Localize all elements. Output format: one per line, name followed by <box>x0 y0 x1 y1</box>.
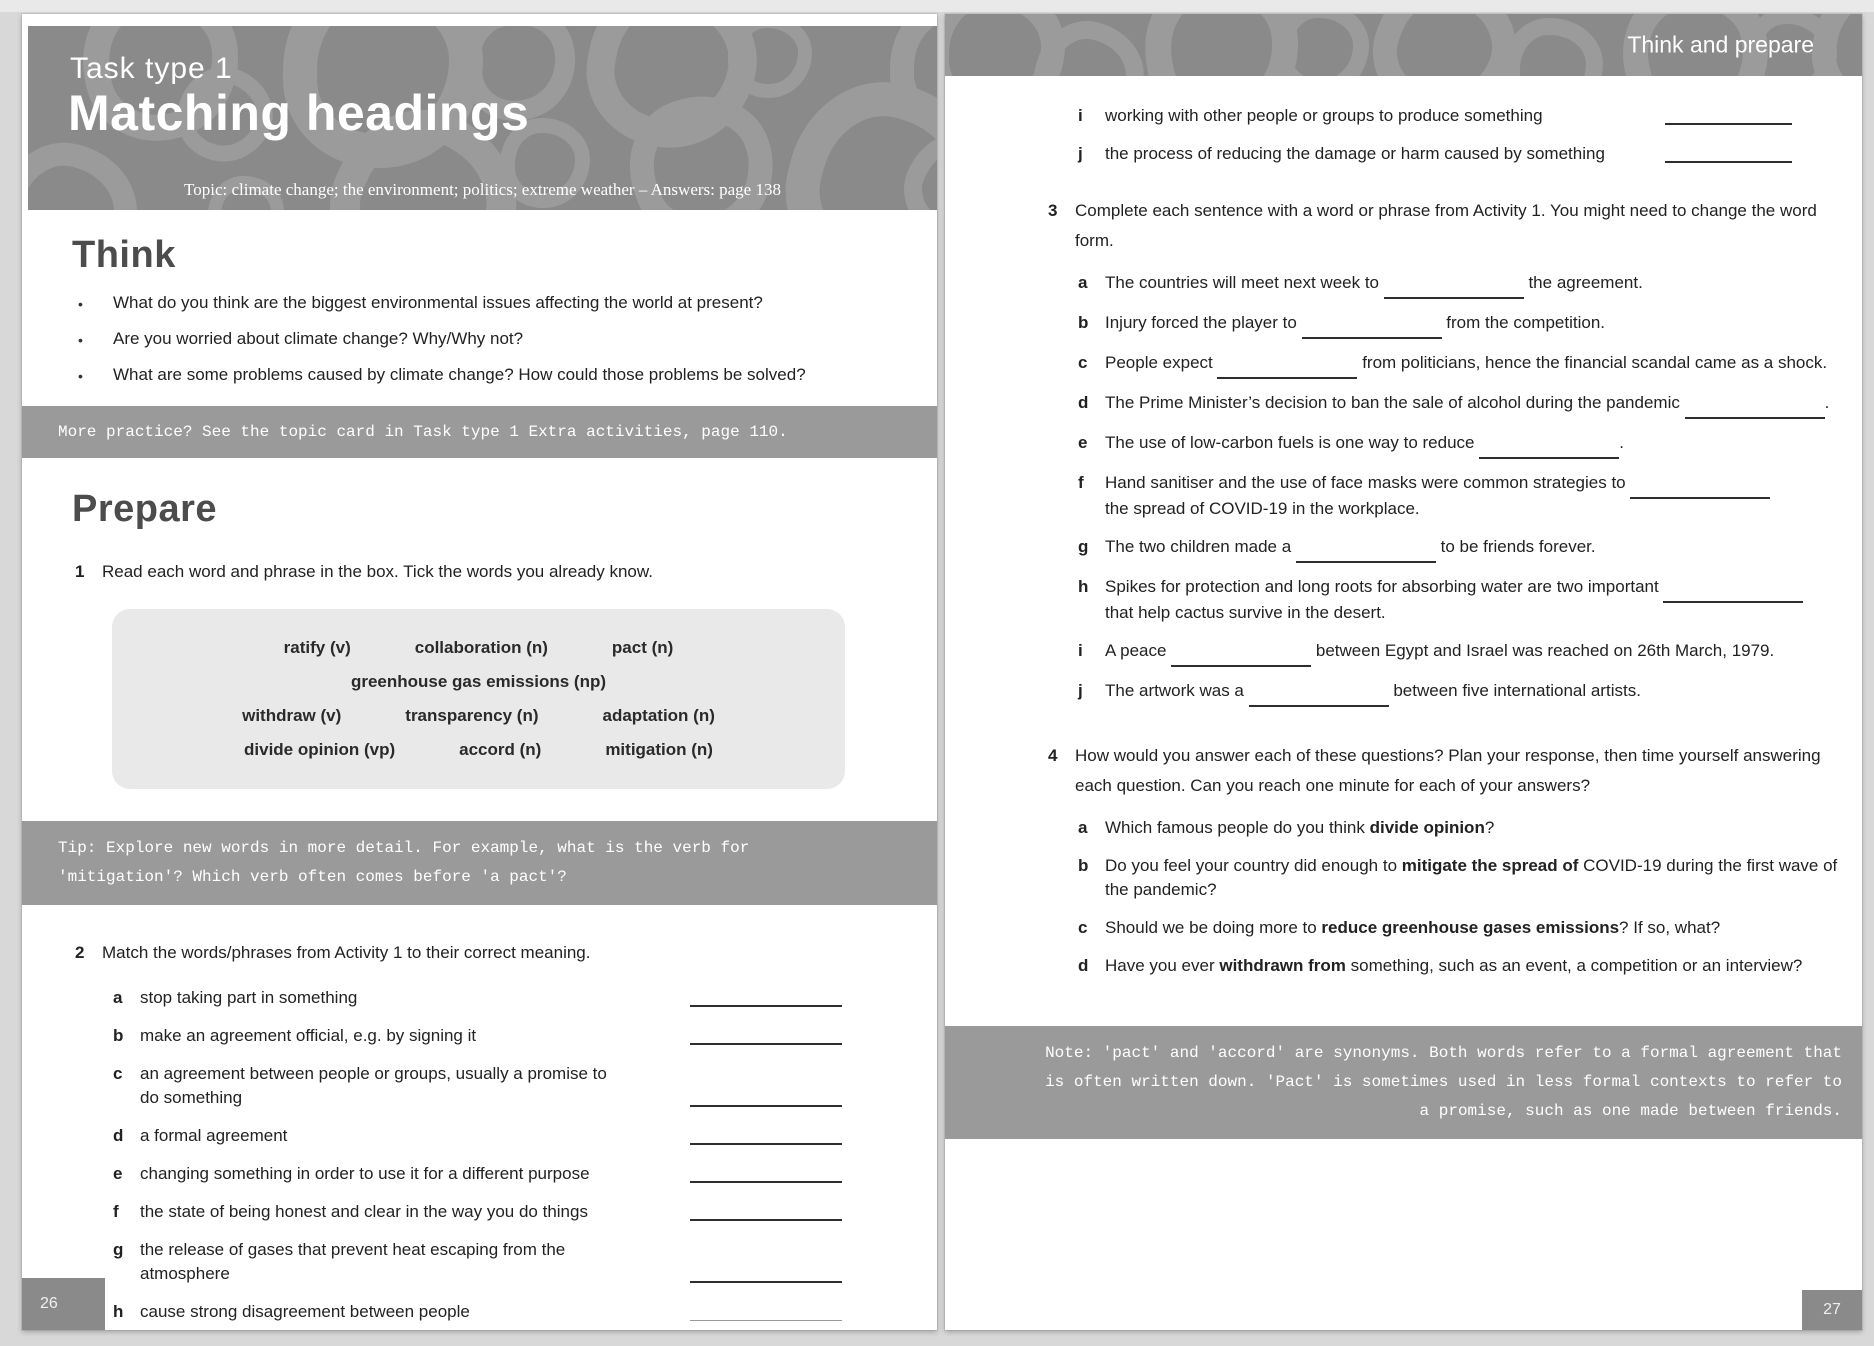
sentence-text: Hand sanitiser and the use of face masks were common strategies to <box>1105 473 1631 492</box>
sentence-text: Do you feel your country did enough to <box>1105 856 1402 875</box>
item-label: b <box>1078 856 1089 875</box>
bullet-icon: • <box>78 332 83 348</box>
item-text: a formal agreement <box>140 1126 288 1145</box>
page-title: Matching headings <box>68 85 530 141</box>
activity3-number: 3 <box>1048 201 1058 220</box>
match-item <box>1078 142 1862 166</box>
activity4-instruction: How would you answer each of these questions? Plan your response, then time yourself answering each question. Can you reach one minute for each of your answers? <box>1075 746 1821 795</box>
sentence-text: COVID-19 during the first wave of the pandemic? <box>1105 856 1838 899</box>
item-label: c <box>1078 353 1088 372</box>
item-text <box>1105 391 1829 417</box>
sentence-text: Injury forced the player to <box>1105 313 1302 332</box>
right-header-band <box>945 14 1862 76</box>
sentence-text: Which famous people do you think <box>1105 818 1370 837</box>
ring-shape <box>728 26 812 98</box>
item-text <box>1105 916 1720 940</box>
item-label: f <box>1078 473 1084 492</box>
match-item <box>113 1062 937 1110</box>
item-label: d <box>1078 956 1089 975</box>
item-text: an agreement between people or groups, usually a promise to do something <box>140 1064 607 1107</box>
sentence-text: Spikes for protection and long roots for absorbing water are two important <box>1105 577 1664 596</box>
sentence-text: the spread of COVID-19 in the workplace. <box>1105 499 1420 518</box>
page-number-left: 26 <box>22 1278 105 1330</box>
item-label: e <box>113 1164 123 1183</box>
item-text <box>1105 271 1643 297</box>
sentence-text: the agreement. <box>1523 273 1643 292</box>
bullet-text: What do you think are the biggest environmental issues affecting the world at present? <box>113 293 763 312</box>
blank-line <box>1685 393 1825 419</box>
more-practice-banner: More practice? See the topic card in Task type 1 Extra activities, page 110. <box>22 406 937 458</box>
page-right <box>945 14 1862 1330</box>
item-text <box>1105 575 1803 625</box>
item-text <box>1105 954 1802 978</box>
topic-line: Topic: climate change; the environment; politics; extreme weather – Answers: page 138 <box>184 180 781 199</box>
item-text <box>1105 816 1494 840</box>
vocabulary-word: mitigation (n) <box>605 740 713 759</box>
sentence-text: ? If so, what? <box>1619 918 1721 937</box>
sentence-item <box>1078 679 1862 705</box>
item-label: c <box>113 1064 123 1083</box>
activity2-continued-items <box>945 104 1862 166</box>
sentence-text: that help cactus survive in the desert. <box>1105 603 1386 622</box>
match-item <box>113 1124 937 1148</box>
think-bullet <box>78 327 937 352</box>
word-box-row <box>112 672 845 692</box>
activity2-items <box>22 986 937 1324</box>
item-text <box>1105 639 1774 665</box>
sentence-text: The two children made a <box>1105 537 1296 556</box>
think-bullet <box>78 363 937 388</box>
sentence-item <box>1078 575 1862 625</box>
activity1-head <box>75 557 937 587</box>
sentence-text: A peace <box>1105 641 1172 660</box>
question-item <box>1078 854 1862 902</box>
question-item <box>1078 954 1862 978</box>
vocabulary-word: transparency (n) <box>405 706 539 725</box>
match-item <box>113 1300 937 1324</box>
item-text: the release of gases that prevent heat escaping from the atmosphere <box>140 1240 566 1283</box>
question-item <box>1078 916 1862 940</box>
item-text <box>1105 431 1624 457</box>
item-label: j <box>1078 681 1083 700</box>
item-label: g <box>113 1240 124 1259</box>
sentence-text: The Prime Minister’s decision to ban the sale of alcohol during the pandemic <box>1105 393 1685 412</box>
activity1-number: 1 <box>75 562 85 581</box>
page-number-right: 27 <box>1802 1290 1862 1330</box>
answer-line <box>690 1043 842 1045</box>
answer-line <box>690 1181 842 1183</box>
page-left <box>22 14 937 1330</box>
prepare-heading: Prepare <box>72 488 218 530</box>
blank-line <box>1296 537 1436 563</box>
sentence-text: Should we be doing more to <box>1105 918 1322 937</box>
item-text <box>1105 351 1827 377</box>
sentence-text: from politicians, hence the financial scandal came as a shock. <box>1357 353 1828 372</box>
think-heading: Think <box>72 234 176 276</box>
match-item <box>113 1024 937 1048</box>
item-label: a <box>1078 273 1088 292</box>
sentence-text: from the competition. <box>1441 313 1606 332</box>
blank-line <box>1249 681 1389 707</box>
activity3-items <box>945 271 1862 705</box>
answer-line <box>1665 161 1792 163</box>
sentence-text: People expect <box>1105 353 1218 372</box>
blank-line <box>1630 473 1770 499</box>
vocabulary-word: withdraw (v) <box>242 706 342 725</box>
item-text: working with other people or groups to produce something <box>1105 106 1543 125</box>
blank-line <box>1479 433 1619 459</box>
activity3-instruction: Complete each sentence with a word or phrase from Activity 1. You might need to change the word form. <box>1075 201 1817 250</box>
sentence-item <box>1078 351 1862 377</box>
vocabulary-word: greenhouse gas emissions (np) <box>350 672 607 691</box>
ring-shape <box>1503 18 1603 76</box>
item-text: stop taking part in something <box>140 988 358 1007</box>
word-box-row <box>112 740 845 760</box>
running-head: Think and prepare <box>1627 31 1814 58</box>
item-text: cause strong disagreement between people <box>140 1302 470 1321</box>
match-item <box>113 1162 937 1186</box>
item-label: d <box>1078 393 1089 412</box>
activity2-instruction: Match the words/phrases from Activity 1 to their correct meaning. <box>102 943 591 962</box>
match-item <box>113 1200 937 1224</box>
sentence-text: Have you ever <box>1105 956 1220 975</box>
item-text: the process of reducing the damage or harm caused by something <box>1105 144 1605 163</box>
item-text: make an agreement official, e.g. by signing it <box>140 1026 477 1045</box>
vocabulary-word: divide opinion (vp) <box>244 740 396 759</box>
item-label: f <box>113 1202 119 1221</box>
answer-line <box>690 1281 842 1283</box>
sentence-item <box>1078 471 1862 521</box>
item-label: j <box>1078 144 1083 163</box>
item-label: e <box>1078 433 1088 452</box>
bullet-icon: • <box>78 296 83 312</box>
word-box-row <box>112 638 845 658</box>
blank-line <box>1384 273 1524 299</box>
item-label: h <box>1078 577 1089 596</box>
answer-line <box>1665 123 1792 125</box>
activity2-head <box>75 938 937 968</box>
tip-text: Tip: Explore new words in more detail. For example, what is the verb for 'mitigation'? Which verb often comes before 'a pact'? <box>58 839 750 886</box>
blank-line <box>1663 577 1803 603</box>
activity2-number: 2 <box>75 943 85 962</box>
vocabulary-word: accord (n) <box>459 740 542 759</box>
task-type-label: Task type 1 <box>70 52 233 85</box>
item-label: d <box>113 1126 124 1145</box>
item-label: b <box>113 1026 124 1045</box>
bullet-icon: • <box>78 368 83 384</box>
sentence-text: between Egypt and Israel was reached on 26th March, 1979. <box>1311 641 1775 660</box>
think-bullets <box>22 291 937 388</box>
sentence-text: . <box>1824 393 1830 412</box>
answer-line <box>690 1105 842 1107</box>
word-box <box>112 609 845 789</box>
tip-banner <box>22 821 937 905</box>
match-item <box>113 1238 937 1286</box>
sentence-text: The countries will meet next week to <box>1105 273 1384 292</box>
match-item <box>1078 104 1862 128</box>
key-phrase: mitigate the spread of <box>1401 856 1579 875</box>
item-label: h <box>113 1302 124 1321</box>
think-bullet <box>78 291 937 316</box>
sentence-text: ? <box>1484 818 1495 837</box>
activity4-items <box>945 816 1862 978</box>
sentence-item <box>1078 431 1862 457</box>
sentence-text: to be friends forever. <box>1435 537 1596 556</box>
sentence-item <box>1078 639 1862 665</box>
answer-line <box>690 1005 842 1007</box>
key-phrase: reduce greenhouse gases emissions <box>1321 918 1620 937</box>
sentence-item <box>1078 311 1862 337</box>
note-banner <box>945 1026 1862 1139</box>
bullet-text: Are you worried about climate change? Why/Why not? <box>113 329 524 348</box>
key-phrase: divide opinion <box>1369 818 1485 837</box>
vocabulary-word: pact (n) <box>611 638 674 657</box>
blank-line <box>1217 353 1357 379</box>
blank-line <box>1302 313 1442 339</box>
match-item <box>113 986 937 1010</box>
item-label: b <box>1078 313 1089 332</box>
item-label: c <box>1078 918 1088 937</box>
item-label: i <box>1078 106 1083 125</box>
item-label: i <box>1078 641 1083 660</box>
sentence-item <box>1078 391 1862 417</box>
sentence-text: something, such as an event, a competition or an interview? <box>1345 956 1803 975</box>
item-text <box>1105 471 1770 521</box>
answer-line <box>690 1143 842 1145</box>
question-item <box>1078 816 1862 840</box>
sentence-text: The artwork was a <box>1105 681 1249 700</box>
vocabulary-word: adaptation (n) <box>602 706 715 725</box>
item-text <box>1105 311 1605 337</box>
item-text: the state of being honest and clear in the way you do things <box>140 1202 588 1221</box>
word-box-row <box>112 706 845 726</box>
sentence-text: between five international artists. <box>1388 681 1641 700</box>
activity1-instruction: Read each word and phrase in the box. Tick the words you already know. <box>102 562 653 581</box>
item-text <box>1105 679 1641 705</box>
blank-line <box>1171 641 1311 667</box>
sentence-text: The use of low-carbon fuels is one way to reduce <box>1105 433 1480 452</box>
answer-line <box>690 1320 842 1321</box>
bullet-text: What are some problems caused by climate change? How could those problems be solved? <box>113 365 806 384</box>
left-header-band <box>28 26 937 210</box>
item-label: g <box>1078 537 1089 556</box>
activity4-head <box>1048 741 1862 801</box>
ring-shape <box>1275 14 1369 76</box>
activity3-head <box>1048 196 1862 256</box>
item-text <box>1105 535 1596 561</box>
item-label: a <box>1078 818 1088 837</box>
item-text <box>1105 854 1853 902</box>
sentence-item <box>1078 271 1862 297</box>
answer-line <box>690 1219 842 1221</box>
item-text: changing something in order to use it for a different purpose <box>140 1164 590 1183</box>
item-label: a <box>113 988 123 1007</box>
key-phrase: withdrawn from <box>1219 956 1346 975</box>
note-text: Note: 'pact' and 'accord' are synonyms. Both words refer to a formal agreement that is often written down. 'Pact' is sometimes used in less formal contexts to refer to a promise, such as one made between friends. <box>1045 1044 1842 1120</box>
vocabulary-word: ratify (v) <box>283 638 351 657</box>
activity4-number: 4 <box>1048 746 1058 765</box>
sentence-item <box>1078 535 1862 561</box>
sentence-text: . <box>1619 433 1624 452</box>
vocabulary-word: collaboration (n) <box>414 638 548 657</box>
